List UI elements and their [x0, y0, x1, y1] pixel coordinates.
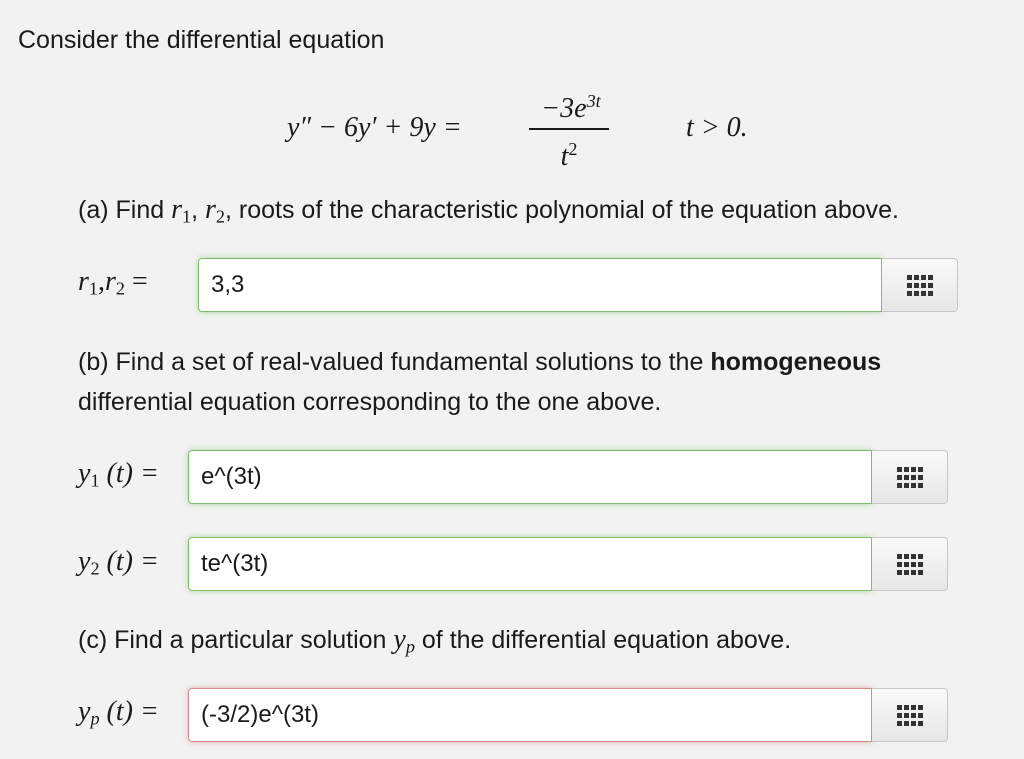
roots-equation-editor-button[interactable] [882, 258, 958, 312]
equation-fraction [529, 84, 609, 172]
problem-intro: Consider the differential equation [18, 26, 385, 54]
fraction-bar [529, 128, 609, 130]
y2-label: $y_2$ (t) = [78, 546, 159, 579]
equation-editor-grid-icon [897, 705, 923, 727]
yp-label: $y_p$ (t) = [78, 696, 159, 729]
yp-answer-input[interactable]: (-3/2)e^(3t) [188, 688, 872, 742]
equation-denominator: $t^2$ [560, 138, 578, 172]
part-b-question: (b) Find a set of real-valued fundamental solutions to the homogeneous differential equation corresponding to the one above. [78, 348, 882, 416]
y1-answer-input[interactable]: e^(3t) [188, 450, 872, 504]
equation-lhs: y″ − 6y′ + 9y = [287, 112, 462, 143]
y1-equation-editor-button[interactable] [872, 450, 948, 504]
yp-equation-editor-button[interactable] [872, 688, 948, 742]
equation-editor-grid-icon [897, 467, 923, 489]
equation-condition: t > 0. [686, 112, 748, 143]
part-a-question: (a) Find $r_1$, $r_2$, roots of the characteristic polynomial of the equation above. [78, 194, 899, 227]
equation-editor-grid-icon [907, 275, 933, 297]
r1-r2-label: $r_1,r_2$ = [78, 266, 148, 299]
y2-answer-input[interactable]: te^(3t) [188, 537, 872, 591]
equation-numerator: $-3e^{3t}$ [541, 91, 601, 124]
part-c-question: (c) Find a particular solution $y_p$ of the differential equation above. [78, 624, 792, 657]
roots-answer-input[interactable]: 3,3 [198, 258, 882, 312]
y1-label: $y_1$ (t) = [78, 458, 159, 491]
y2-equation-editor-button[interactable] [872, 537, 948, 591]
equation-editor-grid-icon [897, 554, 923, 576]
